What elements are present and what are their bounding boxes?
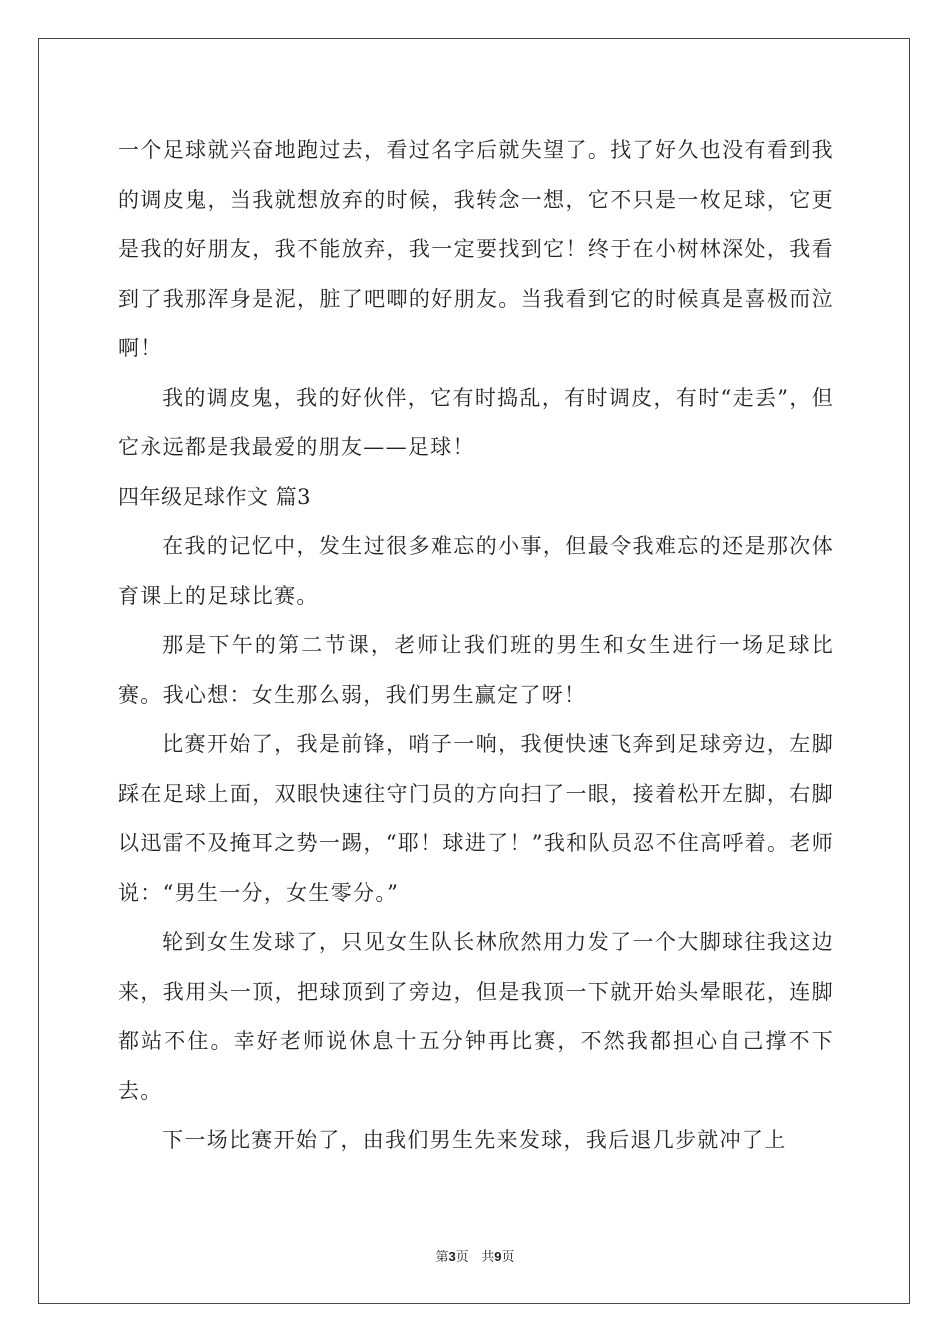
page-footer	[0, 1246, 950, 1265]
paragraph: 比赛开始了，我是前锋，哨子一响，我便快速飞奔到足球旁边，左脚踩在足球上面，双眼快速往守门员的方向扫了一眼，接着松开左脚，右脚以迅雷不及掩耳之势一踢，“耶！球进了！”我和队员忍不住高呼着。老师说：“男生一分，女生零分。”	[118, 732, 834, 905]
total-prefix: 共	[481, 1250, 495, 1265]
page-suffix: 页	[455, 1250, 469, 1265]
page-number: 3	[448, 1249, 456, 1264]
page-prefix: 第	[435, 1250, 449, 1265]
section-heading: 四年级足球作文 篇3	[118, 484, 312, 509]
paragraph: 下一场比赛开始了，由我们男生先来发球，我后退几步就冲了上	[162, 1128, 787, 1152]
total-pages: 9	[494, 1249, 502, 1264]
paragraph: 在我的记忆中，发生过很多难忘的小事，但最令我难忘的还是那次体育课上的足球比赛。	[118, 534, 834, 608]
document-body	[118, 126, 834, 1166]
paragraph: 那是下午的第二节课，老师让我们班的男生和女生进行一场足球比赛。我心想：女生那么弱，我们男生赢定了呀！	[118, 633, 834, 707]
paragraph: 我的调皮鬼，我的好伙伴，它有时捣乱，有时调皮，有时“走丢”，但它永远都是我最爱的朋友——足球！	[118, 385, 834, 459]
paragraph: 轮到女生发球了，只见女生队长林欣然用力发了一个大脚球往我这边来，我用头一顶，把球顶到了旁边，但是我顶一下就开始头晕眼花，连脚都站不住。幸好老师说休息十五分钟再比赛，不然我都担心自己撑不下去。	[118, 930, 834, 1103]
paragraph: 一个足球就兴奋地跑过去，看过名字后就失望了。找了好久也没有看到我的调皮鬼，当我就想放弃的时候，我转念一想，它不只是一枚足球，它更是我的好朋友，我不能放弃，我一定要找到它！终于在小树林深处，我看到了我那浑身是泥，脏了吧唧的好朋友。当我看到它的时候真是喜极而泣啊！	[118, 138, 834, 360]
total-suffix: 页	[501, 1250, 515, 1265]
